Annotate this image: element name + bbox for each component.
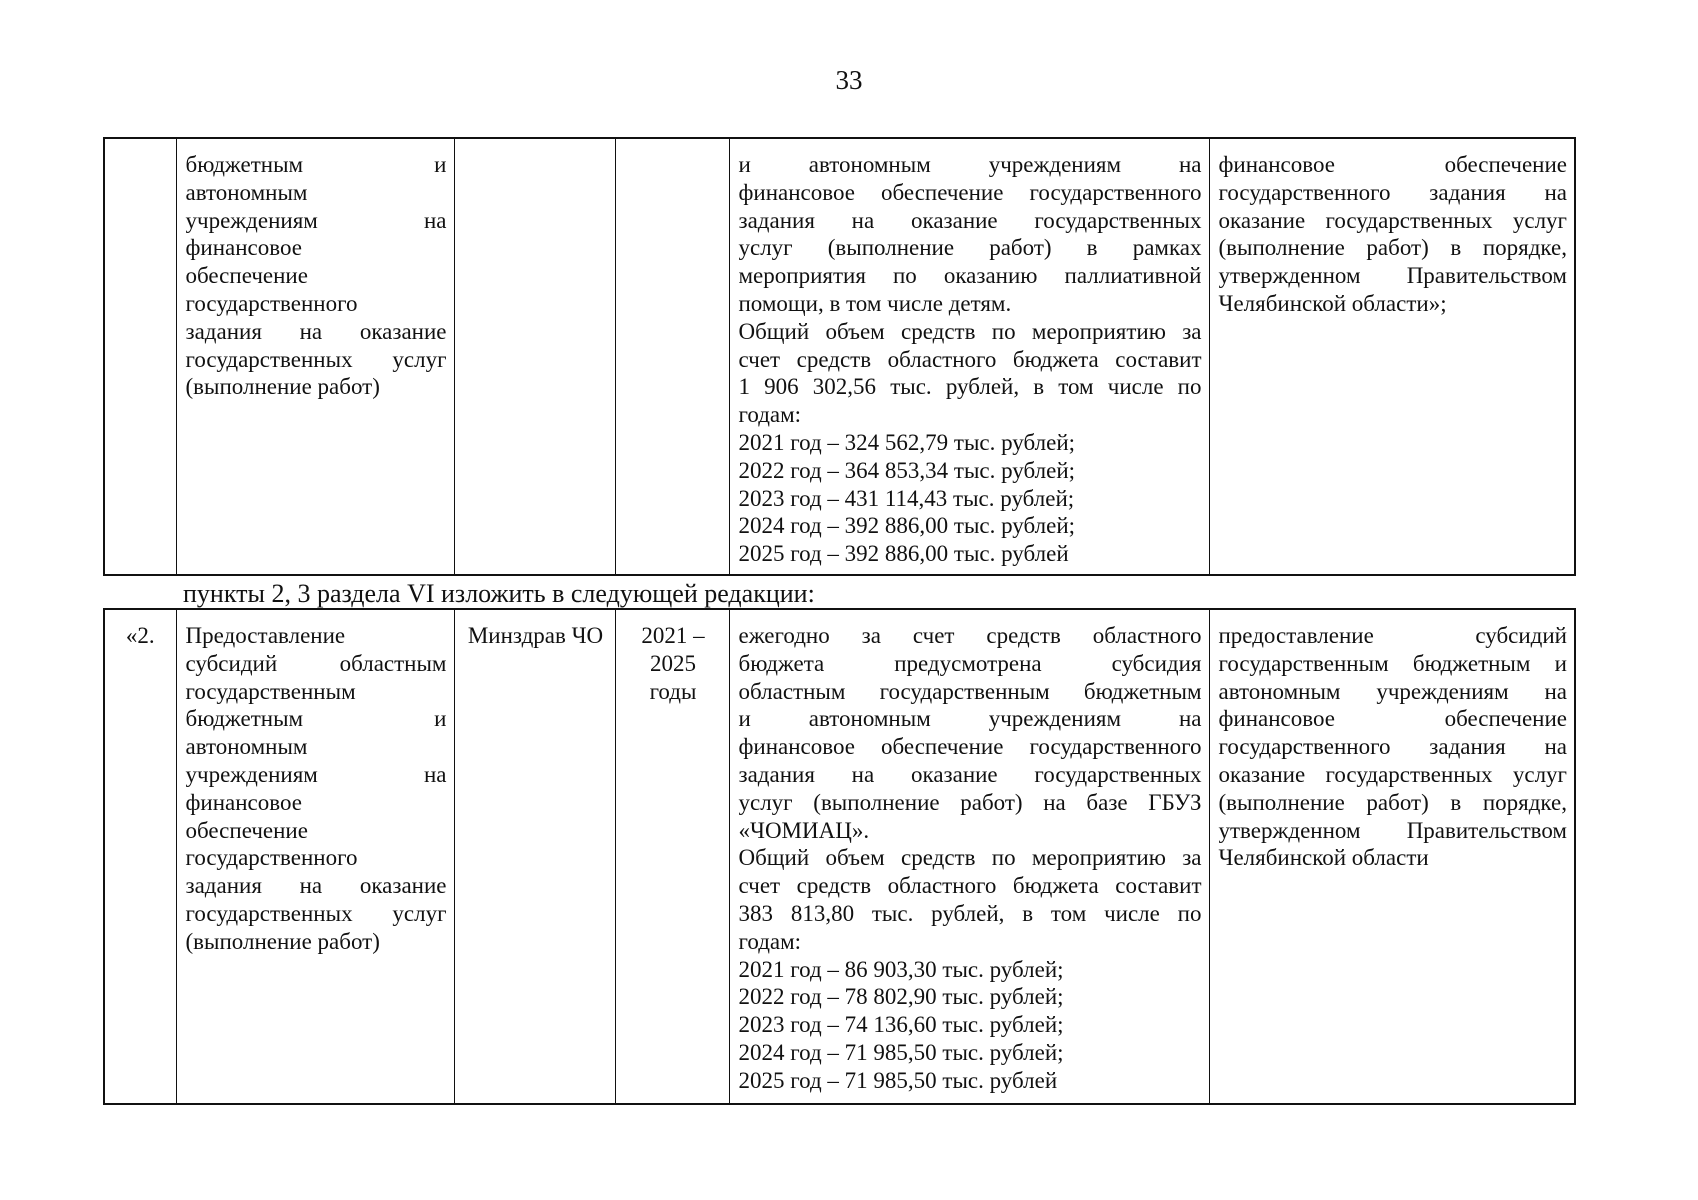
year-amount-line: 2021 год – 86 903,30 тыс. рублей; [738, 956, 1064, 982]
executor-cell [454, 138, 615, 575]
text-line: бюджета предусмотрена субсидия [738, 650, 1202, 676]
text-line: 1 906 302,56 тыс. рублей, в том числе по [738, 374, 1202, 400]
point-2-table [103, 608, 1576, 1105]
result-cell [1209, 609, 1575, 1104]
text-line: финансовое обеспечение [1218, 152, 1567, 177]
description-cell [729, 609, 1209, 1104]
year-amount-line: 2023 год – 74 136,60 тыс. рублей; [738, 1012, 1064, 1038]
text-line: и автономным учреждениям на [738, 152, 1202, 177]
text-line: Общий объем средств по мероприятию за [738, 318, 1202, 344]
text-line: задания на оказание государственных [738, 207, 1202, 233]
text-line: Предоставление [185, 623, 346, 648]
text-line: финансовое обеспечение [1218, 706, 1567, 732]
year-amount-line: 2023 год – 431 114,43 тыс. рублей; [738, 485, 1075, 511]
text-line: счет средств областного бюджета составит [738, 873, 1202, 899]
table-row [104, 138, 1575, 575]
text-line: счет средств областного бюджета составит [738, 346, 1202, 372]
text-line: государственного [185, 845, 358, 871]
text-line: учреждениям на [185, 207, 447, 233]
period-cell [615, 138, 729, 575]
text-line: «ЧОМИАЦ». [738, 817, 870, 843]
text-line: Общий объем средств по мероприятию за [738, 845, 1202, 871]
text-line: бюджетным и [185, 152, 447, 177]
point-number: «2. [125, 623, 155, 648]
text-line: и автономным учреждениям на [738, 706, 1202, 732]
text-line: предоставление субсидий [1218, 623, 1567, 648]
year-amount-line: 2022 год – 78 802,90 тыс. рублей; [738, 984, 1064, 1010]
text-line: государственного [185, 290, 358, 316]
text-line: бюджетным и [185, 706, 447, 732]
year-amount-line: 2025 год – 71 985,50 тыс. рублей [738, 1067, 1058, 1093]
continuation-table [103, 137, 1576, 576]
year-amount-line: 2022 год – 364 853,34 тыс. рублей; [738, 457, 1076, 483]
text-line: государственных услуг [185, 346, 447, 372]
text-line: годам: [738, 402, 802, 428]
text-line: помощи, в том числе детям. [738, 290, 1012, 316]
text-line: (выполнение работ) в порядке, [1218, 235, 1567, 261]
measure-name-cell [176, 609, 454, 1104]
executor-label: Минздрав ЧО [467, 623, 604, 648]
text-line: автономным [185, 179, 308, 205]
result-cell [1209, 138, 1575, 575]
year-amount-line: 2021 год – 324 562,79 тыс. рублей; [738, 429, 1076, 455]
text-line: обеспечение [185, 817, 308, 843]
period-line: 2021 – [641, 623, 705, 648]
text-line: автономным учреждениям на [1218, 678, 1567, 704]
text-line: услуг (выполнение работ) на базе ГБУЗ [738, 789, 1202, 815]
text-line: утвержденном Правительством [1218, 263, 1567, 289]
text-line: утвержденном Правительством [1218, 817, 1567, 843]
text-line: оказание государственных услуг [1218, 207, 1567, 233]
text-line: годам: [738, 928, 802, 954]
text-line: государственным бюджетным и [1218, 650, 1567, 676]
text-line: задания на оказание государственных [738, 761, 1202, 787]
text-line: субсидий областным [185, 650, 447, 676]
text-line: услуг (выполнение работ) в рамках [738, 235, 1202, 261]
text-line: государственного задания на [1218, 734, 1567, 760]
text-line: государственного задания на [1218, 179, 1567, 205]
table-row [104, 609, 1575, 1104]
text-line: (выполнение работ) [185, 374, 380, 400]
text-line: областным государственным бюджетным [738, 678, 1202, 704]
text-line: ежегодно за счет средств областного [738, 623, 1202, 648]
text-line: Челябинской области [1218, 845, 1429, 871]
text-line: мероприятия по оказанию паллиативной [738, 263, 1202, 289]
year-amount-line: 2024 год – 71 985,50 тыс. рублей; [738, 1039, 1064, 1065]
text-line: государственных услуг [185, 900, 447, 926]
text-line: задания на оказание [185, 873, 447, 899]
description-cell [729, 138, 1209, 575]
page-number: 33 [835, 65, 863, 95]
text-line: учреждениям на [185, 761, 447, 787]
period-line: годы [649, 678, 697, 704]
number-cell [104, 609, 176, 1104]
text-line: обеспечение [185, 263, 308, 289]
text-line: оказание государственных услуг [1218, 761, 1567, 787]
text-line: Челябинской области»; [1218, 290, 1447, 316]
text-line: 383 813,80 тыс. рублей, в том числе по [738, 900, 1202, 926]
text-line: (выполнение работ) [185, 928, 380, 954]
text-line: автономным [185, 734, 308, 760]
amendment-instruction: пункты 2, 3 раздела VI изложить в следующей редакции: [183, 579, 815, 608]
executor-cell [454, 609, 615, 1104]
text-line: государственным [185, 678, 356, 704]
number-cell [104, 138, 176, 575]
text-line: финансовое [185, 789, 302, 815]
text-line: (выполнение работ) в порядке, [1218, 789, 1567, 815]
text-line: финансовое [185, 235, 302, 261]
year-amount-line: 2025 год – 392 886,00 тыс. рублей [738, 541, 1069, 567]
text-line: задания на оказание [185, 318, 447, 344]
period-line: 2025 [650, 650, 696, 676]
text-line: финансовое обеспечение государственного [738, 734, 1202, 760]
measure-name-cell [176, 138, 454, 575]
text-line: финансовое обеспечение государственного [738, 179, 1202, 205]
year-amount-line: 2024 год – 392 886,00 тыс. рублей; [738, 513, 1076, 539]
period-cell [615, 609, 729, 1104]
